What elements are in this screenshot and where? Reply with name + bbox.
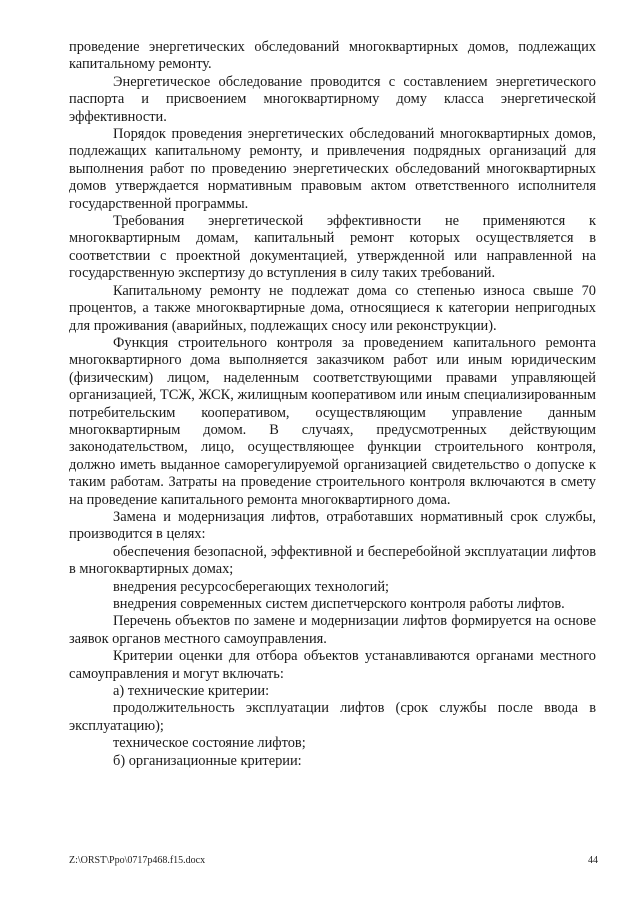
paragraph-8: обеспечения безопасной, эффективной и бесперебойной эксплуатации лифтов в многоквартирных домах;	[69, 543, 596, 578]
paragraph-15: техническое состояние лифтов;	[113, 735, 306, 752]
paragraph-3: Порядок проведения энергетических обследований многоквартирных домов, подлежащих капитальному ремонту, и привлечения подрядных организаций для выполнения работ по проведению энергетических обследований многоквартирных домов утверждается нормативным правовым актом ответственного исполнителя государственной программы.	[69, 126, 596, 212]
paragraph-12: Критерии оценки для отбора объектов устанавливаются органами местного самоуправления и могут включать:	[69, 648, 596, 682]
paragraph-10: внедрения современных систем диспетчерского контроля работы лифтов.	[113, 596, 565, 612]
paragraph-9: внедрения ресурсосберегающих технологий;	[113, 578, 390, 595]
footer-file-path: Z:\ORST\Ppo\0717p468.f15.docx	[69, 855, 206, 866]
paragraph-11: Перечень объектов по замене и модернизации лифтов формируется на основе заявок органов местного самоуправления.	[69, 613, 596, 647]
paragraph-2: Энергетическое обследование проводится с составлением энергетического паспорта и присвоением многоквартирному дому класса энергетической эффективности.	[69, 73, 596, 125]
paragraph-13: а) технические критерии:	[113, 683, 270, 700]
paragraph-7: Замена и модернизация лифтов, отработавших нормативный срок службы, производится в целях:	[69, 508, 596, 543]
paragraph-5: Капитальному ремонту не подлежат дома со степенью износа свыше 70 процентов, а также многоквартирные дома, относящиеся к категории непригодных для проживания (аварийных, подлежащих сносу или реконструкции).	[69, 282, 596, 334]
page-number: 44	[588, 855, 598, 866]
paragraph-6: Функция строительного контроля за проведением капитального ремонта многоквартирного дома выполняется заказчиком работ или иным юридическим (физическим) лицом, наделенным соответствующими правами управляющей организацией, ТСЖ, ЖСК, жилищным кооперативом или иным специализированным потребительским кооперативом, осуществляющим управление данным многоквартирным домом. В случаях, предусмотренных действующим законодательством, лицо, осуществляющее функции строительного контроля, должно иметь выданное саморегулируемой организацией свидетельство о допуске к таким работам. Затраты на проведение строительного контроля включаются в смету на проведение капитального ремонта многоквартирного дома.	[69, 334, 596, 508]
paragraph-4: Требования энергетической эффективности не применяются к многоквартирным домам, капитальный ремонт которых осуществляется в соответствии с проектной документацией, утвержденной или направленной на государственную экспертизу до вступления в силу таких требований.	[69, 213, 596, 282]
paragraph-14: продолжительность эксплуатации лифтов (срок службы после ввода в эксплуатацию);	[69, 700, 596, 734]
paragraph-1: проведение энергетических обследований многоквартирных домов, подлежащих капитальному ремонту.	[69, 39, 596, 73]
document-body	[69, 39, 596, 770]
paragraph-16: б) организационные критерии:	[113, 752, 302, 769]
